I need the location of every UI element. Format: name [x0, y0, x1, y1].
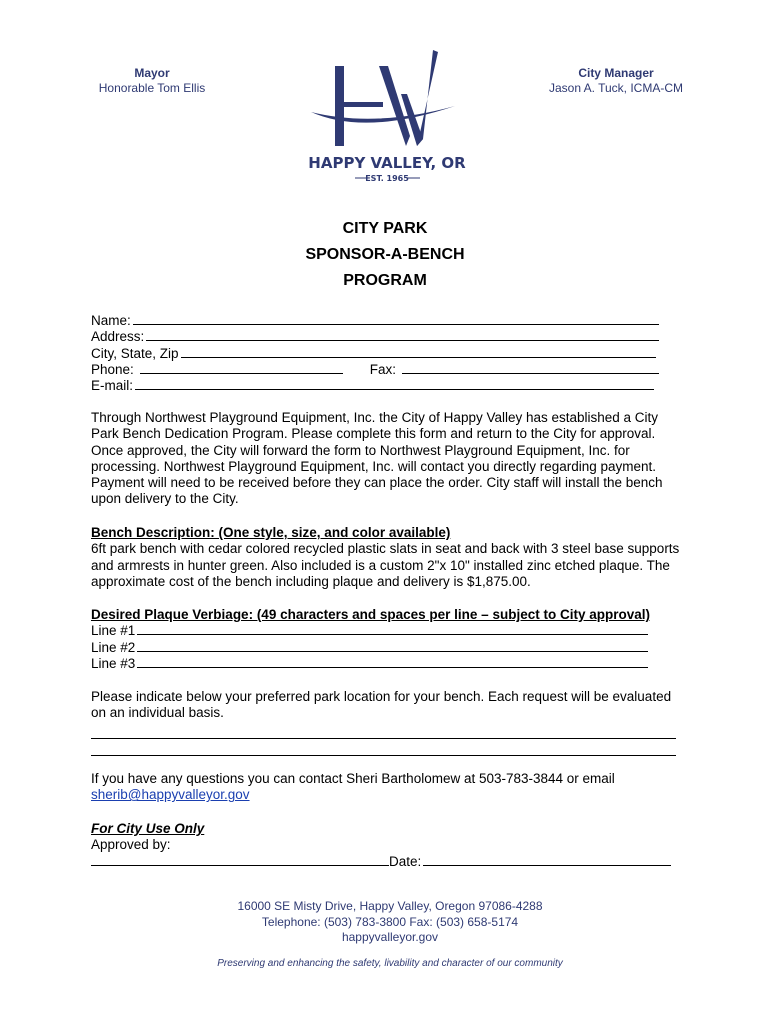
mayor-title: Mayor [134, 66, 170, 80]
location-field-2[interactable] [91, 739, 676, 756]
title-line-2: SPONSOR-A-BENCH [305, 246, 465, 263]
plaque-line-2-field[interactable] [137, 640, 648, 652]
plaque-line-1-label: Line #1 [91, 623, 136, 639]
plaque-line-3-row [91, 656, 648, 672]
plaque-heading: Desired Plaque Verbiage: (49 characters and spaces per line – subject to City approval) [91, 607, 650, 622]
date-label: Date: [389, 853, 422, 869]
plaque-line-2-row [91, 640, 648, 656]
city-manager-block [530, 66, 702, 96]
plaque-line-1-row [91, 623, 648, 639]
plaque-line-2-label: Line #2 [91, 639, 136, 655]
phone-field[interactable] [140, 362, 343, 374]
fax-label: Fax: [369, 361, 397, 377]
phone-fax-row [91, 362, 659, 378]
address-row [91, 329, 659, 345]
city-label: City, State, Zip [91, 345, 179, 361]
bench-description: 6ft park bench with cedar colored recycled plastic slats in seat and back with 3 steel base supports and armrests in hunter green. Also included is a custom 2"x 10" installed zinc etched plaque. The approximate cost of the bench including plaque and delivery is $1,875.00. [91, 541, 680, 589]
name-label: Name: [91, 313, 131, 328]
city-use-heading: For City Use Only [91, 821, 205, 836]
contact-section [91, 771, 683, 804]
plaque-line-3-label: Line #3 [91, 655, 136, 671]
city-row [91, 346, 656, 362]
email-row [91, 378, 654, 394]
footer-contact [160, 899, 620, 946]
address-field[interactable] [146, 329, 659, 341]
intro-paragraph: Through Northwest Playground Equipment, Inc. the City of Happy Valley has established a City Park Bench Dedication Program. Please complete this form and return to the City for approval. Once approved, the City will forward the form to Northwest Playground Equipment, Inc. for processing. Northwest Playground Equipment, Inc. will contact you directly regarding payment. Payment will need to be received before they can place the order. City staff will install the bench upon delivery to the City. [91, 410, 663, 507]
city-field[interactable] [181, 346, 656, 358]
phone-label: Phone: [91, 361, 134, 377]
mayor-name: Honorable Tom Ellis [98, 81, 206, 95]
title-line-3: PROGRAM [343, 272, 427, 289]
page-title [200, 216, 570, 294]
approved-by-field[interactable] [91, 854, 389, 866]
bench-section [91, 525, 683, 590]
logo-est: EST. 1965 [365, 174, 409, 183]
email-label: E-mail: [91, 378, 134, 394]
contact-email-link[interactable]: sherib@happyvalleyor.gov [91, 787, 250, 803]
city-use-section [91, 821, 683, 870]
city-logo [305, 44, 470, 184]
plaque-section [91, 607, 683, 672]
manager-name: Jason A. Tuck, ICMA-CM [548, 81, 684, 95]
location-section [91, 689, 683, 756]
mayor-block [88, 66, 216, 96]
location-instructions: Please indicate below your preferred park location for your bench. Each request will be evaluated on an individual basis. [91, 689, 672, 721]
name-field[interactable] [133, 313, 659, 325]
contact-text: If you have any questions you can contact Sheri Bartholomew at 503-783-3844 or email [91, 771, 615, 786]
footer-phone: Telephone: (503) 783-3800 Fax: (503) 658-5174 [261, 914, 519, 929]
fax-field[interactable] [402, 362, 659, 374]
approval-row [91, 854, 671, 870]
applicant-form [91, 313, 683, 394]
title-line-1: CITY PARK [342, 220, 428, 237]
name-row [91, 313, 659, 329]
footer-address: 16000 SE Misty Drive, Happy Valley, Oregon 97086-4288 [237, 899, 543, 913]
happy-valley-logo-icon [305, 44, 470, 184]
logo-wordmark: HAPPY VALLEY, OR [308, 154, 466, 172]
bench-heading: Bench Description: (One style, size, and color available) [91, 525, 451, 540]
date-field[interactable] [423, 854, 671, 866]
footer-tagline: Preserving and enhancing the safety, livability and character of our community [217, 958, 563, 969]
footer-website: happyvalleyor.gov [341, 930, 439, 944]
manager-title: City Manager [578, 66, 654, 80]
plaque-line-3-field[interactable] [137, 656, 648, 668]
plaque-line-1-field[interactable] [137, 623, 648, 635]
email-field[interactable] [135, 378, 654, 390]
location-field-1[interactable] [91, 722, 676, 739]
approved-by-label: Approved by: [91, 837, 171, 853]
address-label: Address: [91, 329, 145, 345]
